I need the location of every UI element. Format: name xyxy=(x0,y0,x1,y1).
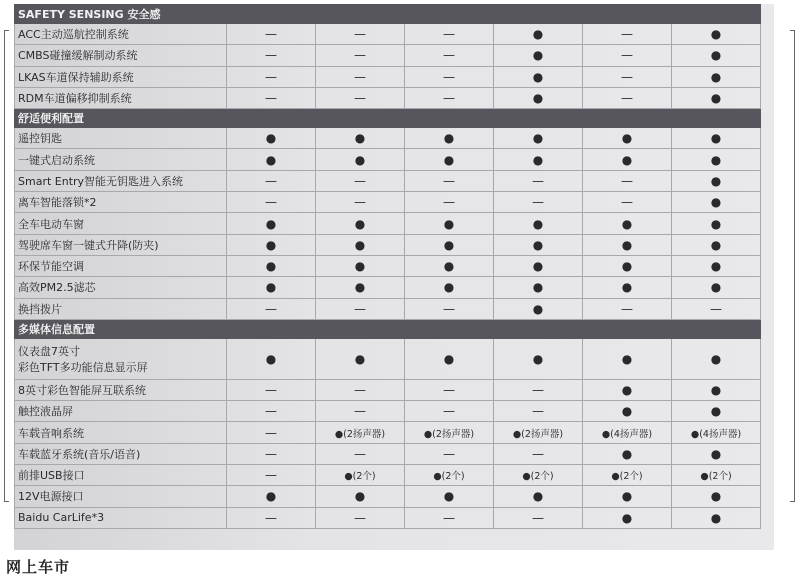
trim-availability-cell: ●(4扬声器) xyxy=(583,422,672,443)
trim-availability-cell: ● xyxy=(405,213,494,234)
section-title: 多媒体信息配置 xyxy=(15,319,761,338)
trim-availability-cell: — xyxy=(227,192,316,213)
trim-availability-cell: ● xyxy=(672,234,761,255)
trim-availability-cell: ● xyxy=(583,149,672,170)
trim-availability-cell: — xyxy=(227,507,316,528)
trim-availability-cell: — xyxy=(405,507,494,528)
trim-availability-cell: ● xyxy=(583,443,672,464)
photo-bracket-left xyxy=(4,30,9,502)
trim-availability-cell: ● xyxy=(494,45,583,66)
trim-availability-cell: — xyxy=(227,443,316,464)
trim-availability-cell: ●(2个) xyxy=(494,465,583,486)
trim-availability-cell: ● xyxy=(583,338,672,379)
trim-availability-cell: ● xyxy=(405,234,494,255)
trim-availability-cell: ● xyxy=(672,379,761,400)
trim-availability-cell: ● xyxy=(583,255,672,276)
feature-label-line1: 仪表盘7英寸 xyxy=(18,344,80,358)
trim-availability-cell: — xyxy=(316,401,405,422)
feature-label: 换挡拨片 xyxy=(15,298,227,319)
trim-availability-cell: — xyxy=(583,87,672,108)
trim-availability-cell: — xyxy=(494,401,583,422)
section-header-row xyxy=(15,109,761,128)
trim-availability-cell: — xyxy=(227,465,316,486)
feature-row xyxy=(15,443,761,464)
trim-availability-cell: ● xyxy=(316,128,405,149)
trim-availability-cell: ● xyxy=(494,128,583,149)
trim-availability-cell: ● xyxy=(316,234,405,255)
trim-availability-cell: ●(4扬声器) xyxy=(672,422,761,443)
trim-availability-cell: — xyxy=(405,170,494,191)
trim-availability-cell: — xyxy=(405,443,494,464)
trim-availability-cell: — xyxy=(227,379,316,400)
feature-label: 遥控钥匙 xyxy=(15,128,227,149)
trim-availability-cell: ●(2个) xyxy=(672,465,761,486)
feature-label: ACC主动巡航控制系统 xyxy=(15,24,227,45)
trim-availability-cell: ● xyxy=(672,45,761,66)
feature-label: RDM车道偏移抑制系统 xyxy=(15,87,227,108)
feature-row xyxy=(15,128,761,149)
trim-availability-cell: — xyxy=(405,24,494,45)
trim-availability-cell: ●(2个) xyxy=(316,465,405,486)
trim-availability-cell: ● xyxy=(494,234,583,255)
feature-label: Smart Entry智能无钥匙进入系统 xyxy=(15,170,227,191)
trim-availability-cell: — xyxy=(227,170,316,191)
trim-availability-cell: ● xyxy=(316,255,405,276)
trim-availability-cell: — xyxy=(405,45,494,66)
watermark-logo: 网上车市 xyxy=(6,558,71,576)
trim-availability-cell: — xyxy=(227,66,316,87)
trim-availability-cell: — xyxy=(405,298,494,319)
feature-row xyxy=(15,338,761,379)
feature-label: 驾驶席车窗一键式升降(防夹) xyxy=(15,234,227,255)
trim-availability-cell: — xyxy=(583,298,672,319)
feature-label: 环保节能空调 xyxy=(15,255,227,276)
trim-availability-cell: ● xyxy=(494,149,583,170)
trim-availability-cell: ●(2扬声器) xyxy=(316,422,405,443)
trim-availability-cell: — xyxy=(494,507,583,528)
trim-availability-cell: ● xyxy=(672,507,761,528)
trim-availability-cell: ●(2扬声器) xyxy=(405,422,494,443)
feature-row xyxy=(15,192,761,213)
trim-availability-cell: — xyxy=(405,66,494,87)
trim-availability-cell: ● xyxy=(494,87,583,108)
trim-availability-cell: ● xyxy=(672,213,761,234)
trim-availability-cell: ● xyxy=(583,277,672,298)
trim-availability-cell: ● xyxy=(227,277,316,298)
trim-availability-cell: — xyxy=(494,170,583,191)
trim-availability-cell: ● xyxy=(405,338,494,379)
trim-availability-cell: — xyxy=(316,87,405,108)
trim-availability-cell: ● xyxy=(227,234,316,255)
trim-availability-cell: — xyxy=(583,66,672,87)
feature-row xyxy=(15,149,761,170)
feature-label: Baidu CarLife*3 xyxy=(15,507,227,528)
trim-availability-cell: ● xyxy=(405,255,494,276)
feature-label: CMBS碰撞缓解制动系统 xyxy=(15,45,227,66)
trim-availability-cell: ● xyxy=(405,149,494,170)
trim-availability-cell: ● xyxy=(672,128,761,149)
trim-availability-cell: — xyxy=(316,507,405,528)
trim-availability-cell: — xyxy=(405,401,494,422)
trim-availability-cell: ● xyxy=(672,486,761,507)
feature-row xyxy=(15,24,761,45)
trim-availability-cell: — xyxy=(405,87,494,108)
trim-availability-cell: ● xyxy=(227,128,316,149)
trim-availability-cell: ● xyxy=(672,87,761,108)
trim-availability-cell: ● xyxy=(672,338,761,379)
trim-availability-cell: — xyxy=(227,422,316,443)
trim-availability-cell: ● xyxy=(672,192,761,213)
trim-availability-cell: — xyxy=(316,170,405,191)
trim-availability-cell: ● xyxy=(672,277,761,298)
trim-availability-cell: — xyxy=(227,401,316,422)
trim-availability-cell: ● xyxy=(494,486,583,507)
trim-availability-cell: — xyxy=(227,24,316,45)
trim-availability-cell: ● xyxy=(672,255,761,276)
feature-label: LKAS车道保持辅助系统 xyxy=(15,66,227,87)
trim-availability-cell: ● xyxy=(583,401,672,422)
trim-availability-cell: ● xyxy=(583,213,672,234)
trim-availability-cell: ● xyxy=(672,24,761,45)
feature-row xyxy=(15,66,761,87)
feature-row xyxy=(15,170,761,191)
trim-availability-cell: ● xyxy=(316,149,405,170)
trim-availability-cell: ● xyxy=(227,213,316,234)
trim-availability-cell: ● xyxy=(494,24,583,45)
feature-label: 前排USB接口 xyxy=(15,465,227,486)
trim-availability-cell: ● xyxy=(672,66,761,87)
feature-row xyxy=(15,486,761,507)
trim-availability-cell: ● xyxy=(316,213,405,234)
trim-availability-cell: — xyxy=(316,66,405,87)
feature-row xyxy=(15,422,761,443)
trim-availability-cell: ● xyxy=(583,128,672,149)
feature-label: 车载音响系统 xyxy=(15,422,227,443)
trim-availability-cell: — xyxy=(494,379,583,400)
trim-availability-cell: ● xyxy=(583,486,672,507)
section-header-row xyxy=(15,5,761,24)
section-header-row xyxy=(15,319,761,338)
feature-row xyxy=(15,465,761,486)
spec-sheet xyxy=(14,4,774,550)
trim-availability-cell: — xyxy=(316,45,405,66)
feature-row xyxy=(15,234,761,255)
feature-row xyxy=(15,379,761,400)
trim-availability-cell: ● xyxy=(672,170,761,191)
trim-availability-cell: — xyxy=(583,24,672,45)
trim-availability-cell: ● xyxy=(494,338,583,379)
feature-row xyxy=(15,45,761,66)
feature-row xyxy=(15,298,761,319)
trim-availability-cell: ● xyxy=(316,277,405,298)
trim-availability-cell: ●(2个) xyxy=(583,465,672,486)
trim-availability-cell: — xyxy=(316,298,405,319)
trim-availability-cell: ● xyxy=(583,379,672,400)
feature-row xyxy=(15,507,761,528)
trim-availability-cell: ●(2个) xyxy=(405,465,494,486)
trim-availability-cell: — xyxy=(316,24,405,45)
spec-table xyxy=(14,4,761,529)
trim-availability-cell: — xyxy=(227,298,316,319)
feature-label: 触控液晶屏 xyxy=(15,401,227,422)
feature-row xyxy=(15,213,761,234)
trim-availability-cell: ● xyxy=(316,338,405,379)
trim-availability-cell: ● xyxy=(583,507,672,528)
section-title: 舒适便利配置 xyxy=(15,109,761,128)
trim-availability-cell: — xyxy=(583,45,672,66)
trim-availability-cell: — xyxy=(583,170,672,191)
trim-availability-cell: ● xyxy=(227,338,316,379)
trim-availability-cell: — xyxy=(316,192,405,213)
trim-availability-cell: ● xyxy=(494,298,583,319)
trim-availability-cell: ● xyxy=(405,486,494,507)
trim-availability-cell: — xyxy=(316,443,405,464)
trim-availability-cell: ● xyxy=(227,255,316,276)
feature-row xyxy=(15,255,761,276)
feature-label: 离车智能落锁*2 xyxy=(15,192,227,213)
trim-availability-cell: ● xyxy=(405,128,494,149)
feature-label xyxy=(15,338,227,379)
trim-availability-cell: — xyxy=(227,87,316,108)
feature-label: 车载蓝牙系统(音乐/语音) xyxy=(15,443,227,464)
trim-availability-cell: — xyxy=(316,379,405,400)
trim-availability-cell: ● xyxy=(583,234,672,255)
trim-availability-cell: ● xyxy=(316,486,405,507)
feature-label: 8英寸彩色智能屏互联系统 xyxy=(15,379,227,400)
trim-availability-cell: ● xyxy=(494,66,583,87)
trim-availability-cell: ● xyxy=(227,486,316,507)
trim-availability-cell: ●(2扬声器) xyxy=(494,422,583,443)
feature-label: 一键式启动系统 xyxy=(15,149,227,170)
feature-label: 12V电源接口 xyxy=(15,486,227,507)
trim-availability-cell: ● xyxy=(494,213,583,234)
feature-label-line2: 彩色TFT多功能信息显示屏 xyxy=(18,360,148,374)
trim-availability-cell: — xyxy=(405,379,494,400)
feature-label: 高效PM2.5滤芯 xyxy=(15,277,227,298)
trim-availability-cell: ● xyxy=(672,149,761,170)
trim-availability-cell: ● xyxy=(227,149,316,170)
trim-availability-cell: ● xyxy=(494,255,583,276)
trim-availability-cell: — xyxy=(494,192,583,213)
feature-label: 全车电动车窗 xyxy=(15,213,227,234)
feature-row xyxy=(15,401,761,422)
feature-row xyxy=(15,277,761,298)
trim-availability-cell: ● xyxy=(494,277,583,298)
trim-availability-cell: ● xyxy=(672,443,761,464)
trim-availability-cell: ● xyxy=(405,277,494,298)
spec-table-body xyxy=(15,5,761,529)
trim-availability-cell: — xyxy=(583,192,672,213)
photo-bracket-right xyxy=(790,30,795,502)
trim-availability-cell: — xyxy=(405,192,494,213)
trim-availability-cell: ● xyxy=(672,401,761,422)
trim-availability-cell: — xyxy=(227,45,316,66)
section-title: SAFETY SENSING 安全感 xyxy=(15,5,761,24)
feature-row xyxy=(15,87,761,108)
trim-availability-cell: — xyxy=(672,298,761,319)
trim-availability-cell: — xyxy=(494,443,583,464)
